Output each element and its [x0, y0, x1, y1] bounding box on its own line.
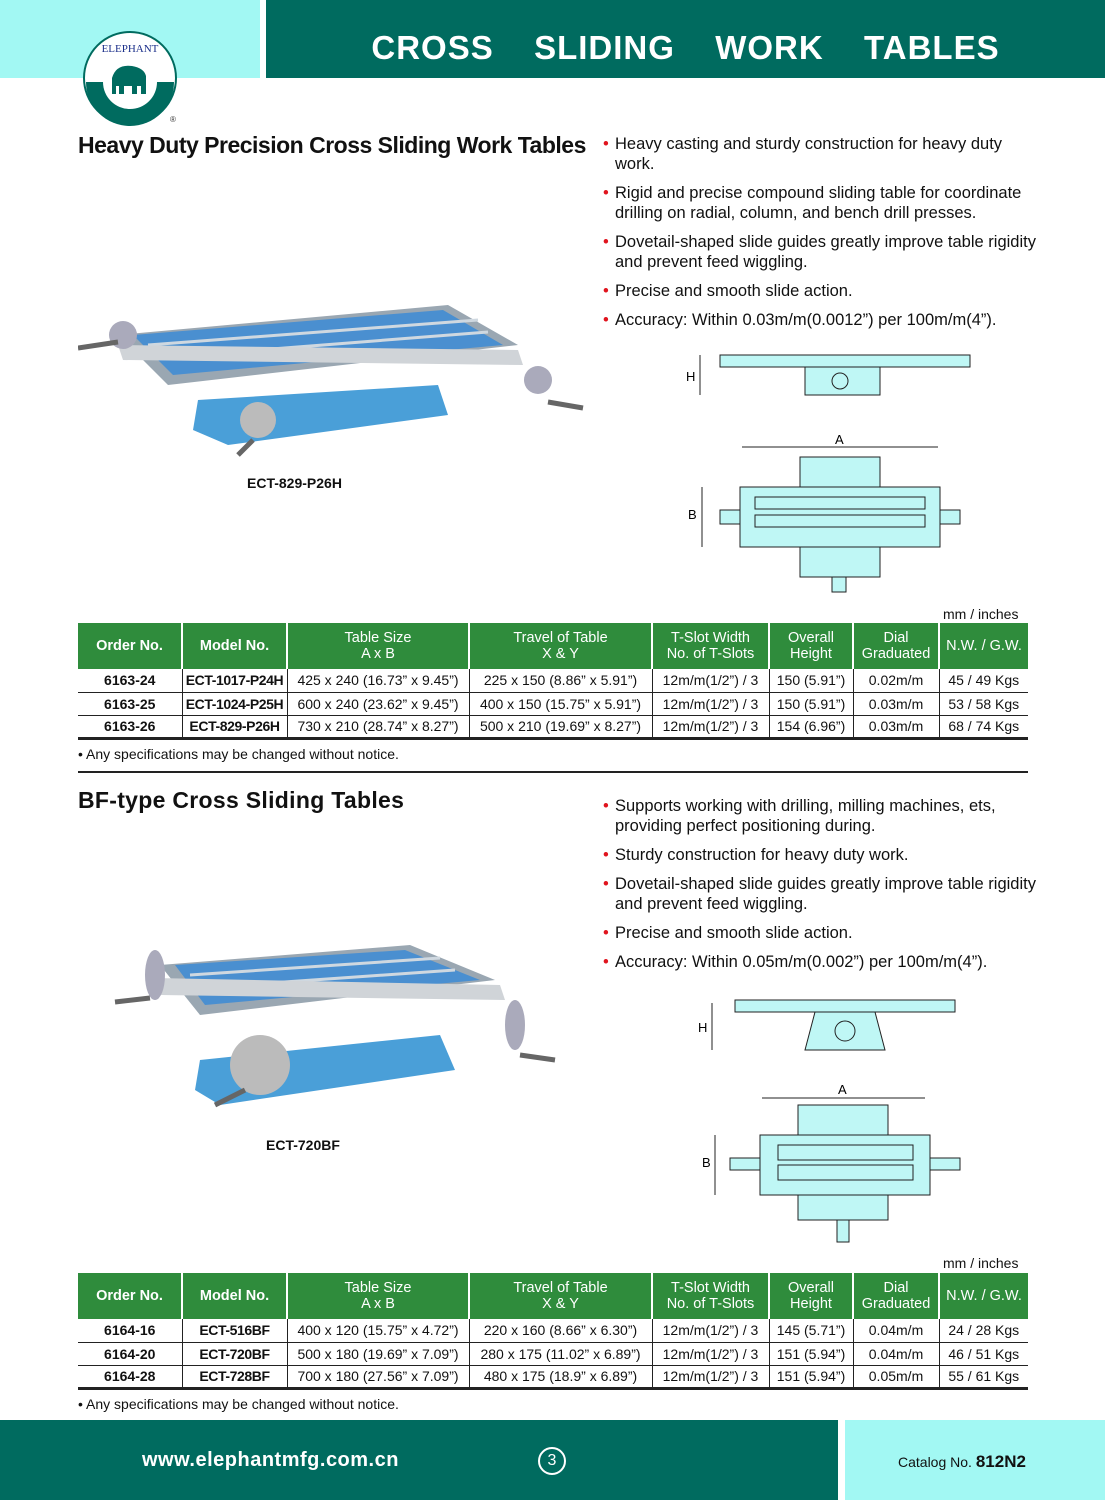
svg-text:®: ® — [170, 115, 176, 124]
cell-t-slot: 12m/m(1/2”) / 3 — [652, 715, 769, 738]
table-header-row — [78, 1273, 1028, 1319]
feature-item: • Dovetail-shaped slide guides greatly improve table rigidity and prevent feed wiggling. — [603, 232, 1043, 272]
cell-weight: 24 / 28 Kgs — [939, 1319, 1028, 1342]
feature-item: • Accuracy: Within 0.05m/m(0.002”) per 100m/m(4”). — [603, 952, 1043, 972]
dim-label-h: H — [698, 1020, 708, 1035]
feature-item: • Precise and smooth slide action. — [603, 923, 1043, 943]
table-row — [78, 715, 1028, 738]
spec-table-1 — [78, 623, 1028, 740]
cell-table-size: 400 x 120 (15.75” x 4.72”) — [287, 1319, 469, 1342]
cell-model-no: ECT-1017-P24H — [182, 669, 287, 692]
page-number: 3 — [538, 1447, 566, 1475]
col-weight: N.W. / G.W. — [939, 623, 1028, 669]
feature-item: • Rigid and precise compound sliding table for coordinate drilling on radial, column, and bench drill presses. — [603, 183, 1043, 223]
col-model: Model No. — [182, 623, 287, 669]
col-size: Table Size A x B — [287, 623, 469, 669]
cell-t-slot: 12m/m(1/2”) / 3 — [652, 1342, 769, 1365]
cell-dial-graduated: 0.04m/m — [853, 1319, 939, 1342]
cell-model-no: ECT-516BF — [182, 1319, 287, 1342]
dim-label-b: B — [702, 1155, 711, 1170]
feature-item: • Supports working with drilling, milling machines, ets, providing perfect positioning during. — [603, 796, 1043, 836]
units-label: mm / inches — [943, 606, 1019, 622]
cell-weight: 46 / 51 Kgs — [939, 1342, 1028, 1365]
section2-features — [603, 796, 1043, 981]
cell-table-size: 600 x 240 (23.62” x 9.45”) — [287, 692, 469, 715]
col-model: Model No. — [182, 1273, 287, 1319]
svg-text:ELEPHANT: ELEPHANT — [101, 43, 159, 55]
catalog-number: Catalog No. 812N2 — [898, 1452, 1026, 1471]
cell-t-slot: 12m/m(1/2”) / 3 — [652, 1365, 769, 1388]
spec-note: • Any specifications may be changed without notice. — [78, 746, 399, 762]
cell-order-no: 6163-25 — [78, 692, 182, 715]
section2-title: BF-type Cross Sliding Tables — [78, 787, 405, 813]
cell-overall-height: 150 (5.91”) — [769, 669, 853, 692]
cell-weight: 55 / 61 Kgs — [939, 1365, 1028, 1388]
table-row — [78, 1319, 1028, 1342]
elephant-logo — [82, 30, 178, 126]
cell-overall-height: 154 (6.96”) — [769, 715, 853, 738]
col-order: Order No. — [78, 623, 182, 669]
cell-order-no: 6164-20 — [78, 1342, 182, 1365]
cell-travel: 400 x 150 (15.75” x 5.91”) — [469, 692, 652, 715]
table-row — [78, 1342, 1028, 1365]
dim-label-a: A — [835, 432, 844, 447]
image-caption: ECT-720BF — [266, 1137, 340, 1153]
spec-note: • Any specifications may be changed without notice. — [78, 1396, 399, 1412]
col-dial: Dial Graduated — [853, 1273, 939, 1319]
cell-dial-graduated: 0.04m/m — [853, 1342, 939, 1365]
cell-travel: 500 x 210 (19.69” x 8.27”) — [469, 715, 652, 738]
col-tslot: T-Slot Width No. of T-Slots — [652, 1273, 769, 1319]
cell-overall-height: 151 (5.94”) — [769, 1365, 853, 1388]
col-tslot: T-Slot Width No. of T-Slots — [652, 623, 769, 669]
section-divider — [78, 771, 1028, 773]
cell-t-slot: 12m/m(1/2”) / 3 — [652, 669, 769, 692]
dimension-diagram — [690, 995, 980, 1255]
cell-model-no: ECT-728BF — [182, 1365, 287, 1388]
col-height: Overall Height — [769, 623, 853, 669]
product-image-ect-829-p26h — [78, 290, 588, 460]
table-row — [78, 1365, 1028, 1388]
cell-t-slot: 12m/m(1/2”) / 3 — [652, 692, 769, 715]
col-height: Overall Height — [769, 1273, 853, 1319]
cell-weight: 68 / 74 Kgs — [939, 715, 1028, 738]
cell-table-size: 700 x 180 (27.56” x 7.09”) — [287, 1365, 469, 1388]
cell-overall-height: 151 (5.94”) — [769, 1342, 853, 1365]
cell-travel: 225 x 150 (8.86” x 5.91”) — [469, 669, 652, 692]
dim-label-b: B — [688, 507, 697, 522]
cell-weight: 53 / 58 Kgs — [939, 692, 1028, 715]
cell-t-slot: 12m/m(1/2”) / 3 — [652, 1319, 769, 1342]
cell-dial-graduated: 0.03m/m — [853, 715, 939, 738]
cell-order-no: 6163-24 — [78, 669, 182, 692]
feature-item: • Accuracy: Within 0.03m/m(0.0012”) per 100m/m(4”). — [603, 310, 1043, 330]
cell-travel: 220 x 160 (8.66” x 6.30”) — [469, 1319, 652, 1342]
cell-travel: 280 x 175 (11.02” x 6.89”) — [469, 1342, 652, 1365]
dimension-diagram — [680, 345, 980, 605]
col-weight: N.W. / G.W. — [939, 1273, 1028, 1319]
dim-label-a: A — [838, 1082, 847, 1097]
col-order: Order No. — [78, 1273, 182, 1319]
feature-item: • Sturdy construction for heavy duty work. — [603, 845, 1043, 865]
cell-table-size: 425 x 240 (16.73” x 9.45”) — [287, 669, 469, 692]
table-row — [78, 692, 1028, 715]
feature-item: • Dovetail-shaped slide guides greatly improve table rigidity and prevent feed wiggling. — [603, 874, 1043, 914]
cell-table-size: 730 x 210 (28.74” x 8.27”) — [287, 715, 469, 738]
section1-title: Heavy Duty Precision Cross Sliding Work Tables — [78, 132, 586, 158]
cell-order-no: 6164-28 — [78, 1365, 182, 1388]
table-header-row — [78, 623, 1028, 669]
col-travel: Travel of Table X & Y — [469, 1273, 652, 1319]
cell-dial-graduated: 0.03m/m — [853, 692, 939, 715]
footer-band-left — [0, 1420, 838, 1500]
col-dial: Dial Graduated — [853, 623, 939, 669]
cell-weight: 45 / 49 Kgs — [939, 669, 1028, 692]
cell-dial-graduated: 0.02m/m — [853, 669, 939, 692]
page-title: CROSS SLIDING WORK TABLES — [371, 29, 1000, 66]
section1-features — [603, 134, 1043, 339]
cell-overall-height: 145 (5.71”) — [769, 1319, 853, 1342]
table-row — [78, 669, 1028, 692]
cell-model-no: ECT-829-P26H — [182, 715, 287, 738]
cell-travel: 480 x 175 (18.9” x 6.89”) — [469, 1365, 652, 1388]
cell-dial-graduated: 0.05m/m — [853, 1365, 939, 1388]
image-caption: ECT-829-P26H — [247, 475, 342, 491]
website-link[interactable]: www.elephantmfg.com.cn — [142, 1449, 399, 1471]
feature-item: • Precise and smooth slide action. — [603, 281, 1043, 301]
units-label: mm / inches — [943, 1255, 1019, 1271]
cell-order-no: 6163-26 — [78, 715, 182, 738]
col-travel: Travel of Table X & Y — [469, 623, 652, 669]
product-image-ect-720bf — [110, 940, 570, 1120]
cell-order-no: 6164-16 — [78, 1319, 182, 1342]
feature-item: • Heavy casting and sturdy construction for heavy duty work. — [603, 134, 1043, 174]
dim-label-h: H — [686, 369, 696, 384]
cell-table-size: 500 x 180 (19.69” x 7.09”) — [287, 1342, 469, 1365]
cell-model-no: ECT-720BF — [182, 1342, 287, 1365]
spec-table-2 — [78, 1273, 1028, 1390]
col-size: Table Size A x B — [287, 1273, 469, 1319]
cell-model-no: ECT-1024-P25H — [182, 692, 287, 715]
cell-overall-height: 150 (5.91”) — [769, 692, 853, 715]
